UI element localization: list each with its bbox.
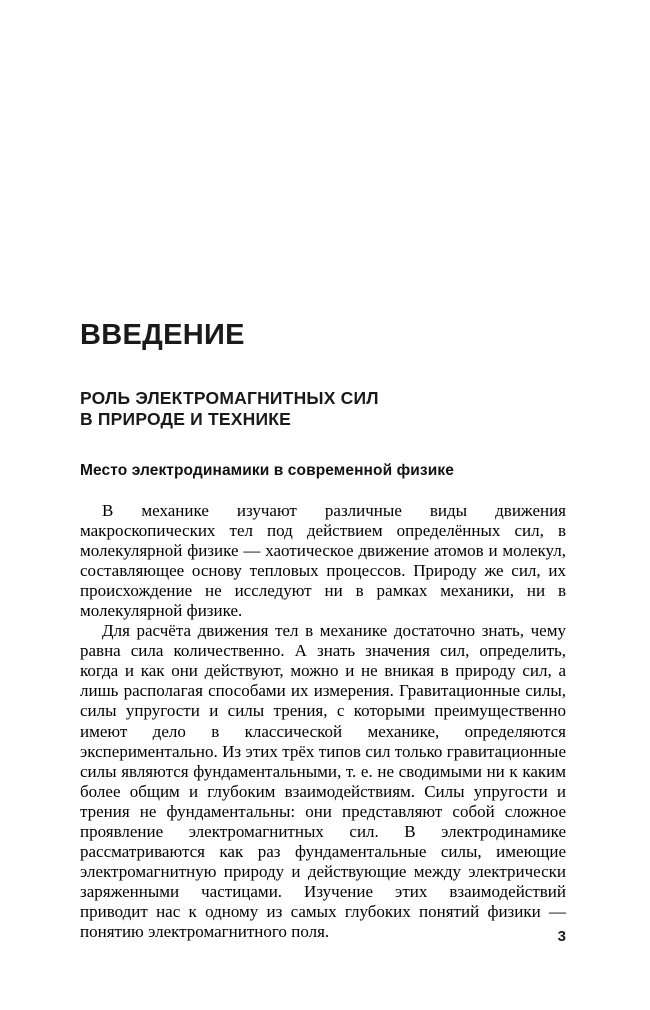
body-paragraph	[80, 501, 566, 621]
paragraph-text: Для расчёта движения тел в механике достаточно знать, чему равна сила количественно. А знать значения сил, определить, когда и как они действуют, можно и не вникая в природу сил, а лишь располагая способами их измерения. Гравитационные силы, силы упругости и силы трения, с которыми преимущественно имеют дело в классической механике, определяются экспериментально. Из этих трёх типов сил только гравитационные силы являются фундаментальными, т. е. не сводимыми ни к каким более общим и глубоким взаимодействиям. Силы упругости и трения не фундаментальны: они представляют собой сложное проявление электромагнитных сил. В электродинамике рассматриваются как раз фундаментальные силы, имеющие электромагнитную природу и действующие между электрически заряженными частицами. Изучение этих взаимодействий приводит нас к одному из самых глубоких понятий физики — понятию электромагнитного поля.	[80, 621, 566, 941]
subsection-title: Место электродинамики в современной физике	[80, 462, 454, 479]
paragraph-text: В механике изучают различные виды движения макроскопических тел под действием определённых сил, в молекулярной физике — хаотическое движение атомов и молекул, составляющее основу тепловых процессов. Природу же сил, их происхождение не исследуют ни в рамках механики, ни в молекулярной физике.	[80, 501, 566, 621]
section-title	[80, 388, 420, 430]
section-title-line-2: В ПРИРОДЕ И ТЕХНИКЕ	[80, 409, 291, 429]
page-content	[80, 318, 566, 942]
chapter-title: ВВЕДЕНИЕ	[80, 319, 245, 351]
page-number: 3	[557, 928, 566, 945]
section-title-line-1: РОЛЬ ЭЛЕКТРОМАГНИТНЫХ СИЛ	[80, 388, 379, 408]
body-paragraph	[80, 621, 566, 942]
